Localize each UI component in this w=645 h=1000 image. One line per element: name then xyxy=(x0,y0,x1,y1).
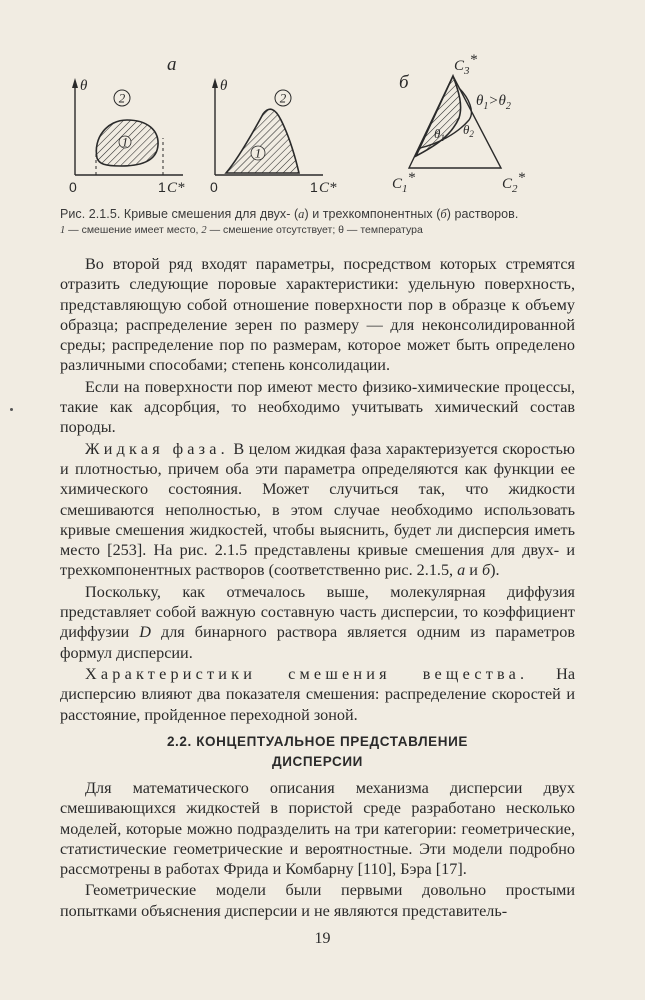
paragraph-models: Для математического описания механизма дисперсии двух смешивающихся жидкостей в пористой среде разработано несколько моделей, которые можно подразделить на три категории: геометрические, статистические геометрические и вероятностные. Эти модели подробно рассмотрены в работах Фрида и Комбарну [110], Бэра [17]. xyxy=(60,779,575,879)
paragraph-diffusion: Поскольку, как отмечалось выше, молекулярная диффузия представляет собой важную составную часть дисперсии, то коэффициент диффузии D для бинарного раствора является одним из параметров формул дисперсии. xyxy=(60,582,575,662)
panel-b-letter: б xyxy=(399,72,409,93)
paragraph-adsorption: Если на поверхности пор имеют место физико-химические процессы, такие как адсорбция, то необходимо учитывать химический состав породы. xyxy=(60,377,575,437)
panel-2-y-label: θ xyxy=(220,78,228,94)
figure-caption xyxy=(60,206,590,238)
panel-1 xyxy=(69,78,185,196)
page-number: 19 xyxy=(314,930,331,947)
mixing-characteristics-term: Характеристики смешения вещества. xyxy=(85,664,529,683)
relation-theta1-gt-theta2: $\theta_1>\theta_2$ xyxy=(476,93,511,112)
vertex-c3: $C_3*$ xyxy=(454,52,478,77)
section-heading-line-2: ДИСПЕРСИИ xyxy=(271,754,363,769)
panel-1-x-tick-0: 0 xyxy=(69,179,77,195)
section-heading-2-2 xyxy=(60,732,575,772)
panel-2-region-1-label: 1 xyxy=(254,145,262,161)
panel-2-region-1 xyxy=(226,109,299,173)
paragraph-pore-characteristics: Во второй ряд входят параметры, посредством которых стремятся отразить следующие поровые характеристики: удельную поверхность, представляющую собой отношение поверхности пор в образце к объему образца; распределение зерен по размеру — для неконсолидированной среды; распределение пор по размерам, которое может быть определено различными способами; степень консолидации. xyxy=(60,255,575,375)
panel-2-x-tick-0: 0 xyxy=(210,179,218,195)
paragraph-mixing-characteristics: Характеристики смешения вещества. На дисперсию влияют два показателя смешения: распределение скоростей и расстояние, пройденное переходной зоной. xyxy=(60,664,576,724)
margin-speck xyxy=(10,408,13,411)
panel-2-region-2-label: 2 xyxy=(279,90,287,106)
panel-2-x-tick-1: 1 xyxy=(310,179,318,195)
panel-1-x-tick-1: 1 xyxy=(158,179,166,195)
panel-3-ternary xyxy=(392,52,526,195)
vertex-c1: $C_1*$ xyxy=(392,170,416,195)
mixing-curves-figure xyxy=(55,40,595,200)
text-block-1 xyxy=(60,254,575,726)
panel-3-region-theta1 xyxy=(416,76,461,156)
panel-1-y-label: θ xyxy=(80,78,88,94)
figure-2-1-5 xyxy=(55,40,595,200)
text-block-2 xyxy=(60,778,575,922)
panel-2-x-label: C* xyxy=(319,180,337,196)
panel-1-x-label: C* xyxy=(167,180,185,196)
liquid-phase-term: Жидкая фаза. xyxy=(85,439,229,458)
panel-1-region-2-label: 2 xyxy=(118,90,126,106)
paragraph-liquid-phase: Жидкая фаза. В целом жидкая фаза характеризуется скоростью и плотностью, причем оба эти параметра определяются как функции ее химического состояния. Может случиться так, что жидкости смешиваются неполностью, в этом случае необходимо использовать кривые смешения жидкостей, чтобы выяснить, будет ли дисперсия иметь место [253]. На рис. 2.1.5 представлены кривые смешения для двух- и трехкомпонентных растворов (соответственно рис. 2.1.5, а и б). xyxy=(60,439,575,580)
caption-line-1: Рис. 2.1.5. Кривые смешения для двух- (а) и трехкомпонентных (б) растворов. xyxy=(60,207,519,221)
panel-1-region-1-label: 1 xyxy=(121,134,129,150)
caption-line-2: 1 — смешение имеет место, 2 — смешение отсутствует; θ — температура xyxy=(60,224,423,236)
paragraph-geometric-models: Геометрические модели были первыми довольно простыми попытками объяснения дисперсии и не являются представитель- xyxy=(60,881,575,920)
panel-a-letter: а xyxy=(167,54,177,75)
panel-2 xyxy=(210,78,337,196)
curve-theta1-label: $\theta_1$ xyxy=(434,126,445,143)
vertex-c2: $C_2*$ xyxy=(502,170,526,195)
curve-theta2-label: $\theta_2$ xyxy=(463,122,474,139)
section-heading-line-1: 2.2. КОНЦЕПТУАЛЬНОЕ ПРЕДСТАВЛЕНИЕ xyxy=(166,734,469,749)
